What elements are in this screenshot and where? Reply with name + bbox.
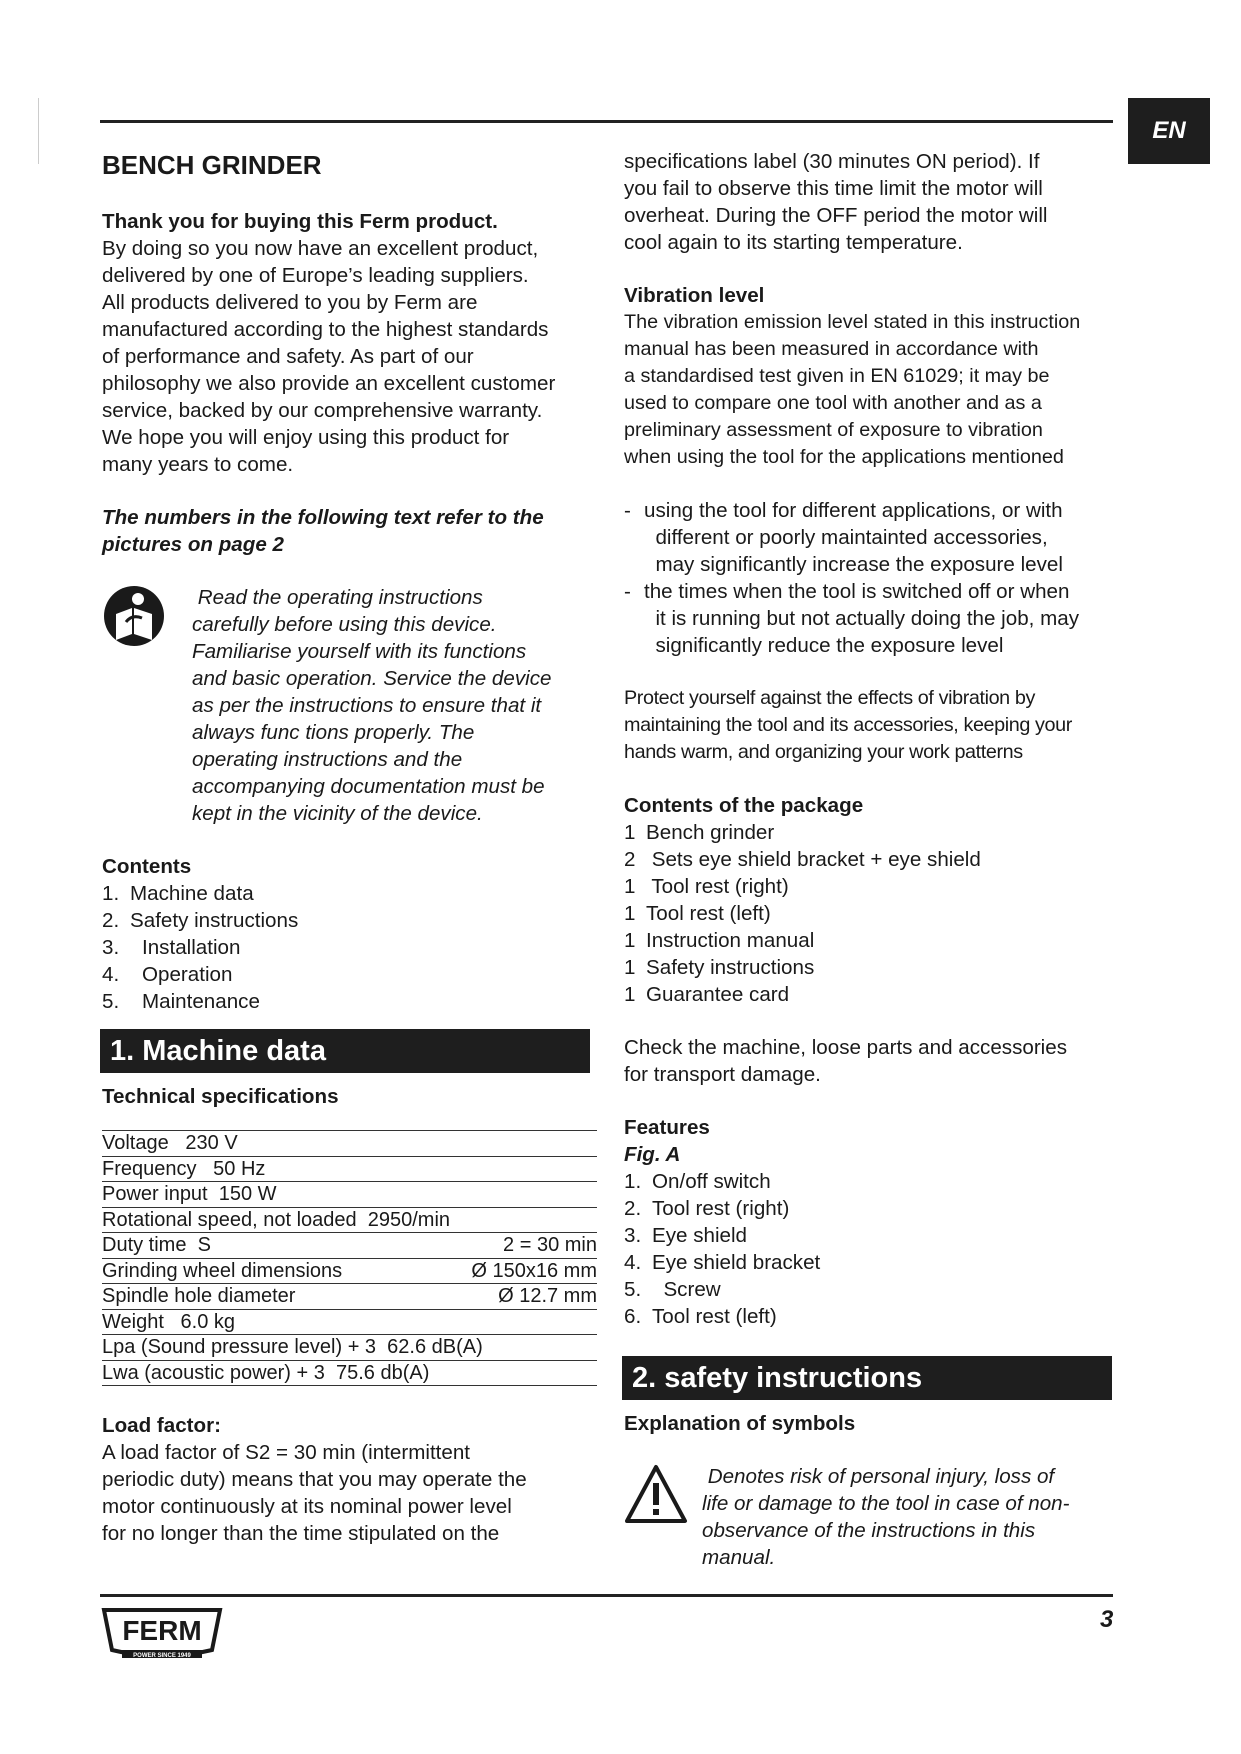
text-line: We hope you will enjoy using this product for [102, 426, 510, 449]
text-line: always func tions properly. The [192, 721, 475, 744]
contents-heading: Contents [102, 855, 192, 878]
item-label: Screw [652, 1278, 721, 1301]
text-line: overheat. During the OFF period the motor will [624, 204, 1048, 227]
spec-table [102, 1130, 597, 1386]
features-list [624, 1168, 1119, 1330]
text-line: carefully before using this device. [192, 613, 497, 636]
list-item [624, 954, 1119, 981]
item-number: 1 [624, 956, 636, 979]
list-item [624, 819, 1119, 846]
item-number: 1 [624, 929, 636, 952]
text-line: life or damage to the tool in case of non- [702, 1492, 1070, 1515]
left-column [102, 148, 597, 1547]
section-safety-instructions: 2. safety instructions [622, 1356, 1112, 1400]
text-line: many years to come. [102, 453, 294, 476]
text-line: significantly reduce the exposure level [644, 634, 1004, 657]
spec-label: Weight 6.0 kg [102, 1310, 236, 1333]
text-line: a standardised test given in EN 61029; it may be [624, 365, 1050, 387]
text-line: philosophy we also provide an excellent customer [102, 372, 556, 395]
list-item [624, 1222, 1119, 1249]
spec-row [102, 1310, 597, 1336]
text-line: manual. [702, 1546, 776, 1569]
item-number: 1 [624, 821, 636, 844]
language-tab: EN [1128, 98, 1210, 164]
text-line: By doing so you now have an excellent product, [102, 237, 539, 260]
list-item [624, 1249, 1119, 1276]
protect-paragraph [624, 685, 1119, 766]
item-number: 2 [624, 848, 636, 871]
item-number: 4. [624, 1251, 642, 1274]
text-line: may significantly increase the exposure level [644, 553, 1063, 576]
spec-row [102, 1361, 597, 1387]
spec-label: Duty time S [102, 1234, 211, 1256]
text-line: as per the instructions to ensure that it [192, 694, 542, 717]
spec-row [102, 1157, 597, 1183]
item-number: 2. [102, 909, 120, 932]
item-label: Eye shield [652, 1224, 748, 1247]
dash-bullet: - [624, 580, 631, 603]
item-number: 5. [102, 990, 120, 1013]
spec-row [102, 1233, 597, 1259]
load-factor-heading: Load factor: [102, 1414, 221, 1437]
text-line: you fail to observe this time limit the motor will [624, 177, 1043, 200]
text-line: Protect yourself against the effects of vibration by [624, 687, 1035, 709]
text-line: All products delivered to you by Ferm are [102, 291, 478, 314]
text-line: using the tool for different applications, or with [644, 499, 1063, 522]
text-line: accompanying documentation must be [192, 775, 545, 798]
list-item [624, 1303, 1119, 1330]
warning-notice [624, 1463, 1119, 1571]
list-item [624, 846, 1119, 873]
spec-label: Frequency 50 Hz [102, 1157, 266, 1180]
text-line: used to compare one tool with another and as a [624, 392, 1042, 414]
spec-row [102, 1335, 597, 1361]
text-line: maintaining the tool and its accessories, keeping your [624, 714, 1072, 736]
list-item [102, 988, 597, 1015]
ferm-logo [100, 1606, 224, 1667]
text-line: it is running but not actually doing the job, may [644, 607, 1080, 630]
text-line: delivered by one of Europe’s leading suppliers. [102, 264, 529, 287]
item-label: Safety instructions [646, 956, 815, 979]
vibration-heading: Vibration level [624, 284, 765, 307]
text-line: operating instructions and the [192, 748, 463, 771]
item-number: 5. [624, 1278, 642, 1301]
spec-row [102, 1131, 597, 1157]
item-label: Instruction manual [646, 929, 815, 952]
item-label: Safety instructions [130, 909, 299, 932]
list-item [624, 578, 1119, 659]
spec-label: Grinding wheel dimensions [102, 1259, 343, 1282]
features-heading: Features [624, 1116, 710, 1139]
text-line: observance of the instructions in this [702, 1519, 1036, 1542]
text-line: of performance and safety. As part of our [102, 345, 474, 368]
item-number: 1 [624, 983, 636, 1006]
package-list [624, 819, 1119, 1008]
item-number: 3. [624, 1224, 642, 1247]
text-line: motor continuously at its nominal power level [102, 1495, 512, 1518]
item-number: 2. [624, 1197, 642, 1220]
thanks-paragraph [102, 235, 597, 478]
text-line: pictures on page 2 [102, 533, 284, 556]
text-line: specifications label (30 minutes ON period). If [624, 150, 1040, 173]
item-label: Tool rest (left) [652, 1305, 777, 1328]
list-item [624, 927, 1119, 954]
list-item [624, 1195, 1119, 1222]
spec-label: Power input 150 W [102, 1183, 277, 1205]
item-label: Sets eye shield bracket + eye shield [646, 848, 981, 871]
warning-triangle-icon [624, 1463, 702, 1571]
text-line: Read the operating instructions [192, 586, 483, 609]
spec-label: Spindle hole diameter [102, 1285, 296, 1307]
item-label: Operation [142, 963, 233, 986]
list-item [624, 497, 1119, 578]
list-item [102, 907, 597, 934]
numbers-note [102, 504, 597, 558]
text-line: for transport damage. [624, 1063, 821, 1086]
text-line: periodic duty) means that you may operate the [102, 1468, 527, 1491]
spec-value: 2 = 30 min [503, 1234, 597, 1256]
item-number: 1 [624, 875, 636, 898]
text-line: The numbers in the following text refer to the [102, 506, 544, 529]
item-label: Guarantee card [646, 983, 790, 1006]
logo-text: FERM [122, 1615, 202, 1646]
text-line: the times when the tool is switched off or when [644, 580, 1070, 603]
continuation-paragraph [624, 148, 1119, 256]
spec-row [102, 1208, 597, 1234]
logo-tagline: POWER SINCE 1949 [133, 1653, 191, 1659]
bottom-rule [100, 1594, 1113, 1597]
spec-label: Lpa (Sound pressure level) + 3 62.6 dB(A) [102, 1336, 483, 1358]
text-line: Denotes risk of personal injury, loss of [702, 1465, 1055, 1488]
page-title: BENCH GRINDER [102, 150, 322, 180]
list-item [102, 934, 597, 961]
read-manual-icon [102, 584, 192, 827]
check-paragraph [624, 1034, 1119, 1088]
item-label: Tool rest (left) [646, 902, 771, 925]
spec-label: Lwa (acoustic power) + 3 75.6 db(A) [102, 1361, 430, 1384]
list-item [102, 880, 597, 907]
contents-list [102, 880, 597, 1015]
spec-value: Ø 12.7 mm [498, 1285, 597, 1307]
spec-label: Rotational speed, not loaded 2950/min [102, 1208, 451, 1231]
text-line: manufactured according to the highest standards [102, 318, 549, 341]
top-rule [100, 120, 1113, 123]
figure-ref: Fig. A [624, 1143, 681, 1166]
text-line: preliminary assessment of exposure to vibration [624, 419, 1043, 441]
read-manual-notice [102, 584, 597, 827]
page-number: 3 [1100, 1606, 1114, 1633]
item-number: 3. [102, 936, 120, 959]
spec-row [102, 1182, 597, 1208]
item-number: 1. [624, 1170, 642, 1193]
spec-value: Ø 150x16 mm [471, 1259, 597, 1282]
item-label: Bench grinder [646, 821, 775, 844]
list-item [624, 900, 1119, 927]
text-line: A load factor of S2 = 30 min (intermittent [102, 1441, 471, 1464]
text-line: Check the machine, loose parts and accessories [624, 1036, 1067, 1059]
tech-spec-heading: Technical specifications [102, 1085, 339, 1108]
item-number: 1 [624, 902, 636, 925]
spec-row [102, 1259, 597, 1285]
text-line: for no longer than the time stipulated on the [102, 1522, 500, 1545]
spec-row [102, 1284, 597, 1310]
item-label: On/off switch [652, 1170, 771, 1193]
item-number: 6. [624, 1305, 642, 1328]
list-item [624, 981, 1119, 1008]
text-line: hands warm, and organizing your work patterns [624, 741, 1023, 763]
text-line: manual has been measured in accordance with [624, 338, 1039, 360]
text-line: service, backed by our comprehensive warranty. [102, 399, 543, 422]
list-item [102, 961, 597, 988]
thanks-heading: Thank you for buying this Ferm product. [102, 210, 498, 233]
dash-bullet: - [624, 499, 631, 522]
item-label: Maintenance [142, 990, 260, 1013]
list-item [624, 1276, 1119, 1303]
text-line: when using the tool for the applications mentioned [624, 446, 1064, 468]
item-label: Tool rest (right) [646, 875, 789, 898]
section-machine-data: 1. Machine data [100, 1029, 590, 1073]
item-label: Machine data [130, 882, 254, 905]
spec-label: Voltage 230 V [102, 1132, 238, 1154]
item-label: Tool rest (right) [652, 1197, 790, 1220]
item-label: Eye shield bracket [652, 1251, 821, 1274]
item-number: 4. [102, 963, 120, 986]
text-line: The vibration emission level stated in this instruction [624, 311, 1081, 333]
symbols-heading: Explanation of symbols [624, 1412, 856, 1435]
margin-mark [38, 98, 39, 164]
item-number: 1. [102, 882, 120, 905]
load-factor-paragraph [102, 1439, 597, 1547]
vibration-paragraph [624, 309, 1119, 471]
text-line: kept in the vicinity of the device. [192, 802, 483, 825]
list-item [624, 1168, 1119, 1195]
text-line: cool again to its starting temperature. [624, 231, 963, 254]
right-column [624, 148, 1119, 1571]
list-item [624, 873, 1119, 900]
text-line: different or poorly maintainted accessories, [644, 526, 1048, 549]
text-line: Familiarise yourself with its functions [192, 640, 527, 663]
item-label: Installation [142, 936, 241, 959]
package-heading: Contents of the package [624, 794, 864, 817]
text-line: and basic operation. Service the device [192, 667, 552, 690]
